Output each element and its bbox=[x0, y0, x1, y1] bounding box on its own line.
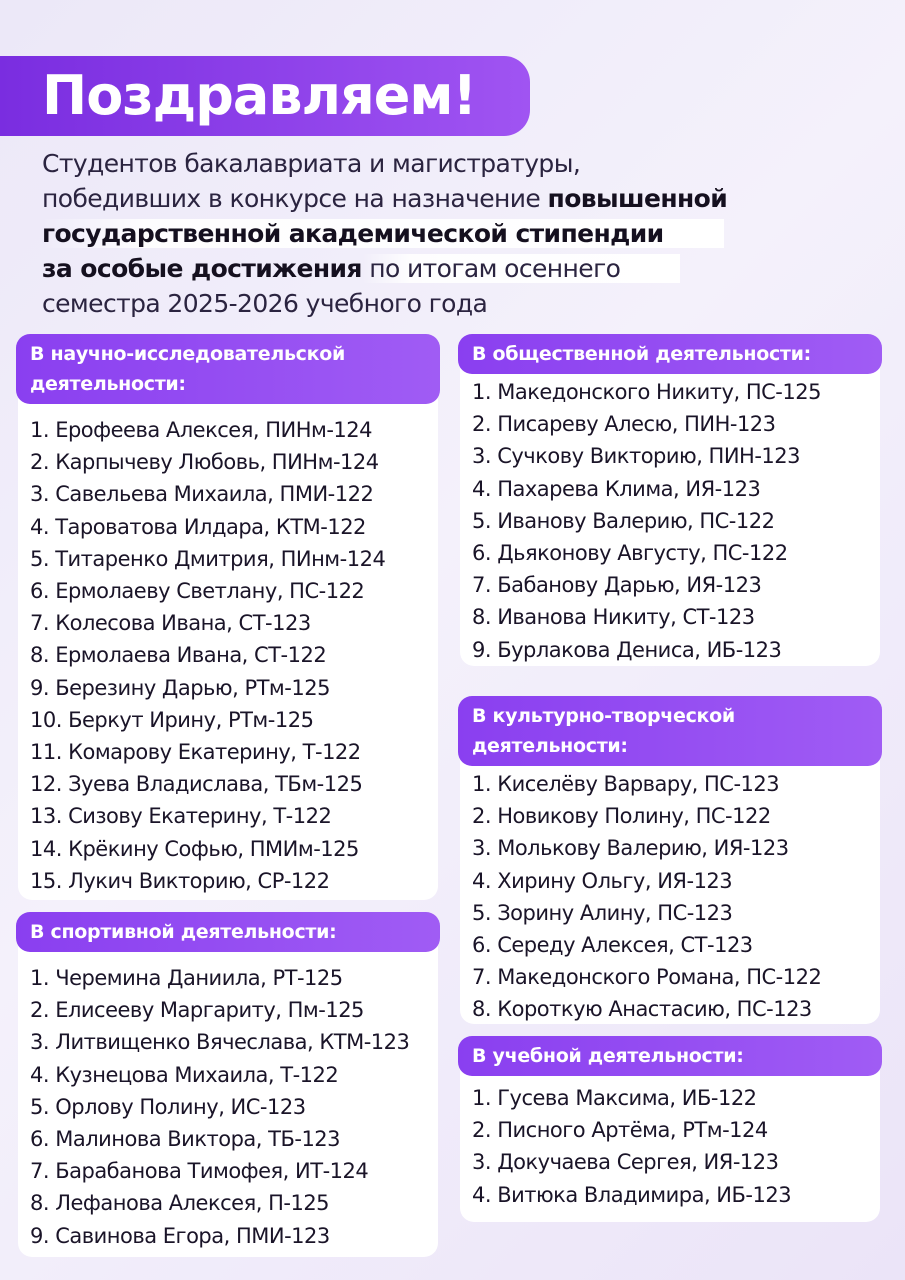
intro-line-4 bbox=[42, 251, 842, 286]
list-item: 2. Карпычеву Любовь, ПИНм-124 bbox=[30, 450, 379, 475]
list-item: 4. Тароватова Илдара, КТМ-122 bbox=[30, 514, 366, 539]
list-item: 1. Ерофеева Алексея, ПИНм-124 bbox=[30, 418, 373, 442]
list-item: 7. Колесова Ивана, СТ-123 bbox=[30, 611, 311, 636]
list-item: 6. Ермолаеву Светлану, ПС-122 bbox=[30, 579, 365, 604]
page-title: Поздравляем! bbox=[42, 64, 477, 127]
intro-line-4-normal: по итогам осеннего bbox=[362, 254, 680, 283]
list-item: 9. Бурлакова Дениса, ИБ-123 bbox=[472, 637, 782, 662]
list-item: 4. Витюка Владимира, ИБ-123 bbox=[472, 1182, 792, 1207]
list-item: 3. Литвищенко Вячеслава, КТМ-123 bbox=[30, 1030, 410, 1055]
culture-section-title: В культурно-творческой деятельности: bbox=[458, 696, 882, 766]
list-item: 5. Зорину Алину, ПС-123 bbox=[472, 900, 733, 925]
intro-line-5: семестра 2025-2026 учебного года bbox=[42, 289, 488, 318]
list-item: 1. Македонского Никиту, ПС-125 bbox=[472, 380, 821, 404]
intro-line-3-bold: государственной академической стипендии bbox=[42, 219, 724, 248]
intro-line-2-bold: повышенной bbox=[547, 184, 728, 213]
list-item: 3. Молькову Валерию, ИЯ-123 bbox=[472, 836, 789, 861]
social-section bbox=[460, 334, 880, 666]
list-item: 1. Киселёву Варвару, ПС-123 bbox=[472, 772, 780, 796]
study-list bbox=[460, 1076, 880, 1211]
list-item: 15. Лукич Викторию, СР-122 bbox=[30, 868, 330, 893]
culture-list bbox=[460, 766, 880, 1026]
list-item: 5. Иванову Валерию, ПС-122 bbox=[472, 508, 775, 533]
list-item: 8. Ермолаева Ивана, СТ-122 bbox=[30, 643, 327, 668]
list-item: 12. Зуева Владислава, ТБм-125 bbox=[30, 772, 363, 797]
list-item: 8. Короткую Анастасию, ПС-123 bbox=[472, 997, 812, 1022]
list-item: 3. Докучаева Сергея, ИЯ-123 bbox=[472, 1150, 779, 1175]
sport-section-title: В спортивной деятельности: bbox=[16, 912, 440, 952]
list-item: 1. Гусева Максима, ИБ-122 bbox=[472, 1086, 757, 1110]
list-item: 1. Черемина Даниила, РТ-125 bbox=[30, 966, 343, 990]
list-item: 5. Титаренко Дмитрия, ПИнм-124 bbox=[30, 546, 386, 571]
list-item: 2. Елисееву Маргариту, Пм-125 bbox=[30, 998, 364, 1023]
list-item: 4. Пахарева Клима, ИЯ-123 bbox=[472, 476, 761, 501]
list-item: 13. Сизову Екатерину, Т-122 bbox=[30, 804, 332, 829]
intro-line-2-normal: победивших в конкурсе на назначение bbox=[42, 184, 548, 213]
research-section bbox=[18, 334, 438, 900]
list-item: 2. Новикову Полину, ПС-122 bbox=[472, 804, 771, 829]
study-section bbox=[460, 1036, 880, 1222]
intro-line-3 bbox=[42, 216, 842, 251]
intro-line-1: Студентов бакалавриата и магистратуры, bbox=[42, 149, 581, 178]
list-item: 8. Иванова Никиту, СТ-123 bbox=[472, 605, 755, 630]
intro-line-4-bold: за особые достижения bbox=[42, 254, 362, 283]
list-item: 3. Сучкову Викторию, ПИН-123 bbox=[472, 444, 800, 469]
social-list bbox=[460, 374, 880, 666]
list-item: 6. Дьяконову Августу, ПС-122 bbox=[472, 541, 788, 566]
list-item: 7. Бабанову Дарью, ИЯ-123 bbox=[472, 573, 762, 598]
list-item: 5. Орлову Полину, ИС-123 bbox=[30, 1094, 306, 1119]
sport-section bbox=[18, 912, 438, 1257]
list-item: 4. Хирину Ольгу, ИЯ-123 bbox=[472, 868, 733, 893]
list-item: 6. Середу Алексея, СТ-123 bbox=[472, 933, 753, 958]
list-item: 6. Малинова Виктора, ТБ-123 bbox=[30, 1127, 341, 1152]
research-section-title: В научно-исследовательской деятельности: bbox=[16, 334, 440, 404]
list-item: 3. Савельева Михаила, ПМИ-122 bbox=[30, 482, 374, 507]
list-item: 10. Беркут Ирину, РТм-125 bbox=[30, 707, 314, 732]
list-item: 4. Кузнецова Михаила, Т-122 bbox=[30, 1062, 339, 1087]
title-banner bbox=[0, 56, 530, 136]
list-item: 7. Барабанова Тимофея, ИТ-124 bbox=[30, 1159, 369, 1184]
list-item: 2. Писного Артёма, РТм-124 bbox=[472, 1118, 768, 1143]
study-section-title: В учебной деятельности: bbox=[458, 1036, 882, 1076]
list-item: 14. Крёкину Софью, ПМИм-125 bbox=[30, 836, 359, 861]
list-item: 9. Савинова Егора, ПМИ-123 bbox=[30, 1223, 330, 1248]
list-item: 9. Березину Дарью, РТм-125 bbox=[30, 675, 330, 700]
list-item: 2. Писареву Алесю, ПИН-123 bbox=[472, 412, 776, 437]
intro-text bbox=[42, 146, 842, 321]
list-item: 11. Комарову Екатерину, Т-122 bbox=[30, 740, 361, 765]
social-section-title: В общественной деятельности: bbox=[458, 334, 882, 374]
intro-line-2 bbox=[42, 181, 842, 216]
sport-list bbox=[18, 952, 438, 1252]
culture-section bbox=[460, 696, 880, 1024]
list-item: 8. Лефанова Алексея, П-125 bbox=[30, 1191, 330, 1216]
research-list bbox=[18, 404, 438, 897]
list-item: 7. Македонского Романа, ПС-122 bbox=[472, 965, 822, 990]
